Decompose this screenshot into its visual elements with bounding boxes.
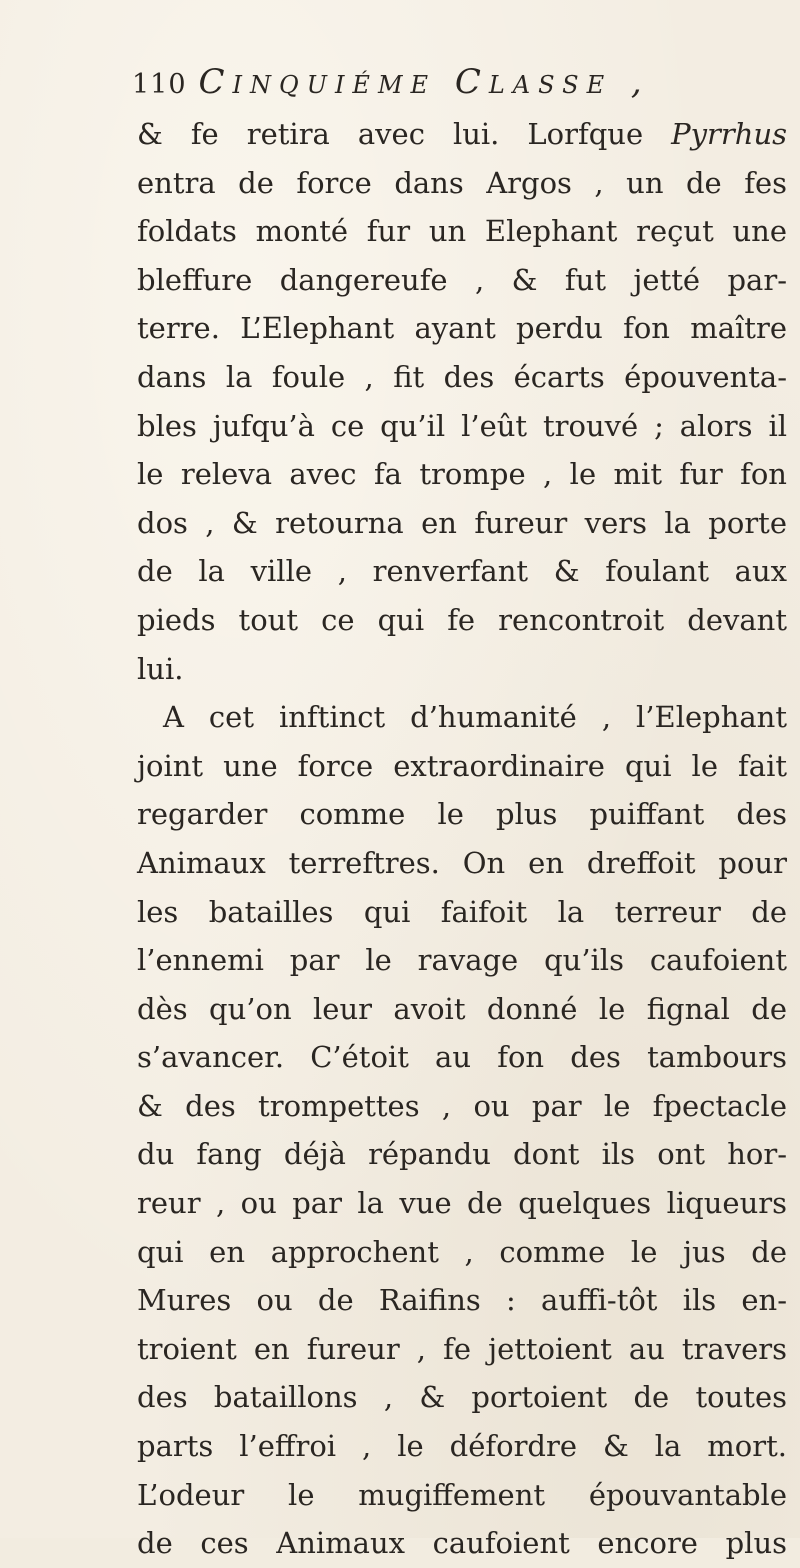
- text-line: [137, 1276, 787, 1325]
- text-segment: terre. L’Elephant ayant perdu fon maître: [137, 311, 787, 346]
- text-line: [137, 1130, 787, 1179]
- text-segment: joint une force extraordinaire qui le fait: [137, 748, 787, 783]
- text-line: [137, 450, 787, 499]
- text-segment: bleffure dangereufe , & fut jetté par-: [137, 262, 787, 297]
- text-line: [137, 159, 787, 208]
- text-line: [137, 1519, 787, 1568]
- text-segment: pieds tout ce qui fe rencontroit devant: [137, 602, 787, 637]
- text-segment: A cet inftinct d’humanité , l’Elephant: [163, 700, 787, 735]
- text-line: [137, 888, 787, 937]
- text-line: [137, 353, 787, 402]
- text-line: [137, 110, 787, 159]
- text-line: [137, 1325, 787, 1374]
- text-segment: qui en approchent , comme le jus de: [137, 1234, 787, 1269]
- text-segment: Animaux terreftres. On en dreffoit pour: [137, 845, 787, 880]
- text-line: [137, 207, 787, 256]
- text-line: [137, 1373, 787, 1422]
- text-line: [137, 645, 787, 694]
- text-segment: & des trompettes , ou par le fpectacle: [137, 1088, 787, 1123]
- text-segment: foldats monté fur un Elephant reçut une: [137, 214, 787, 249]
- text-line: [137, 499, 787, 548]
- text-segment: entra de force dans Argos , un de fes: [137, 165, 787, 200]
- text-segment: dans la foule , fit des écarts épouventa-: [137, 359, 787, 394]
- text-segment: s’avancer. C’étoit au fon des tambours: [137, 1040, 787, 1075]
- text-segment: de ces Animaux caufoient encore plus: [137, 1526, 787, 1561]
- text-line: [137, 1179, 787, 1228]
- text-segment: de la ville , renverfant & foulant aux: [137, 554, 787, 589]
- text-segment: les batailles qui faifoit la terreur de: [137, 894, 787, 929]
- text-line: [137, 547, 787, 596]
- text-line: [137, 1422, 787, 1471]
- text-line: [137, 1228, 787, 1277]
- running-title: Cinquiéme Classe ,: [198, 62, 650, 102]
- text-segment: regarder comme le plus puiffant des: [137, 797, 787, 832]
- text-segment: parts l’effroi , le défordre & la mort.: [137, 1429, 787, 1464]
- text-line: [137, 693, 787, 742]
- text-line: [137, 304, 787, 353]
- text-segment: lui.: [137, 651, 184, 686]
- text-line: [137, 402, 787, 451]
- text-segment: dès qu’on leur avoit donné le fignal de: [137, 991, 787, 1026]
- page-number: 110: [132, 69, 187, 100]
- body-text: [137, 110, 787, 1568]
- text-line: [137, 1082, 787, 1131]
- text-line: [137, 1471, 787, 1520]
- text-segment: l’ennemi par le ravage qu’ils caufoient: [137, 943, 787, 978]
- text-segment: Mures ou de Raifins : auffi-tôt ils en-: [137, 1283, 787, 1318]
- text-segment: bles jufqu’à ce qu’il l’eût trouvé ; alors il: [137, 408, 787, 443]
- text-segment: dos , & retourna en fureur vers la porte: [137, 505, 787, 540]
- text-line: [137, 256, 787, 305]
- text-line: [137, 790, 787, 839]
- text-segment: troient en fureur , fe jettoient au travers: [137, 1331, 787, 1366]
- text-line: [137, 1033, 787, 1082]
- text-segment: du fang déjà répandu dont ils ont hor-: [137, 1137, 787, 1172]
- italic-name: Pyrrhus: [671, 117, 787, 151]
- text-segment: L’odeur le mugiffement épouvantable: [137, 1477, 787, 1512]
- text-line: [137, 596, 787, 645]
- text-segment: & fe retira avec lui. Lorfque: [137, 117, 672, 151]
- text-line: [137, 936, 787, 985]
- text-segment: des bataillons , & portoient de toutes: [137, 1380, 787, 1415]
- text-line: [137, 985, 787, 1034]
- text-segment: le releva avec fa trompe , le mit fur fon: [137, 457, 787, 492]
- text-segment: reur , ou par la vue de quelques liqueurs: [137, 1186, 787, 1221]
- text-line: [137, 839, 787, 888]
- text-line: [137, 742, 787, 791]
